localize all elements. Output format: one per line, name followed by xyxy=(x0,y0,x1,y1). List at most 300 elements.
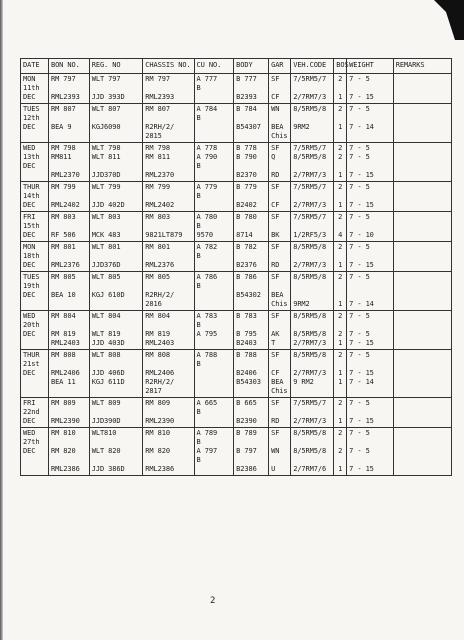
gar-line: BEA xyxy=(271,291,284,299)
bos-cell xyxy=(334,212,347,242)
bos-line xyxy=(336,192,344,201)
remarks-cell xyxy=(393,74,451,104)
reg-no-cell xyxy=(89,182,143,212)
body-line xyxy=(236,252,266,261)
bos-line: 2 xyxy=(338,447,343,455)
cu-no-cell xyxy=(194,428,234,476)
bos-line: 2 xyxy=(338,75,343,83)
date-line: DEC xyxy=(23,417,36,425)
chassis-no-cell xyxy=(143,212,194,242)
bon-no-line: RM 797 xyxy=(50,75,76,83)
gar-line: T xyxy=(271,339,276,347)
gar-cell xyxy=(269,143,291,182)
remarks-cell xyxy=(393,143,451,182)
gar-line xyxy=(271,252,288,261)
veh-code-line xyxy=(293,192,331,201)
bon-no-cell xyxy=(48,428,89,476)
chassis-no-line: RML2393 xyxy=(145,93,175,101)
chassis-no-line: RML2403 xyxy=(145,339,175,347)
body-line: B 665 xyxy=(236,399,257,407)
gar-line: SF xyxy=(271,429,280,437)
bos-cell xyxy=(334,104,347,143)
weight-line: 7 - 15 xyxy=(349,201,374,209)
reg-no-line: KGJ 610D xyxy=(91,291,125,299)
chassis-no-cell xyxy=(143,272,194,311)
gar-line: CF xyxy=(271,201,280,209)
veh-code-line xyxy=(293,114,331,123)
reg-no-line: JJD370D xyxy=(91,171,121,179)
reg-no-line: JJD 402D xyxy=(91,201,125,209)
gar-cell xyxy=(269,242,291,272)
cu-no-line xyxy=(197,123,232,132)
reg-no-line: WLT 805 xyxy=(91,273,121,281)
header-row xyxy=(21,59,452,74)
weight-line: 7 - 5 xyxy=(349,144,370,152)
weight-cell xyxy=(347,242,394,272)
cu-no-cell xyxy=(194,74,234,104)
weight-line: 7 - 5 xyxy=(349,243,370,251)
body-line xyxy=(236,162,266,171)
chassis-no-line: RM 808 xyxy=(145,351,170,359)
reg-no-line xyxy=(92,84,141,93)
cu-no-line xyxy=(197,369,232,378)
cu-no-cell xyxy=(194,182,234,212)
veh-code-line: 8/5RM5/8 xyxy=(293,312,327,320)
veh-code-line xyxy=(293,162,331,171)
veh-code-line: 2/7RM7/3 xyxy=(293,201,327,209)
date-line: 13th xyxy=(23,153,40,161)
weight-line: 7 - 10 xyxy=(349,231,374,239)
body-line: B 778 xyxy=(236,144,257,152)
gar-line: RD xyxy=(271,417,280,425)
chassis-no-line xyxy=(145,222,191,231)
body-line: B54303 xyxy=(236,378,261,386)
reg-no-line xyxy=(92,438,141,447)
chassis-no-cell xyxy=(143,182,194,212)
veh-code-cell xyxy=(291,311,334,350)
header-veh-code: VEH.CODE xyxy=(291,59,334,74)
cu-no-line: 9570 xyxy=(196,231,214,239)
chassis-no-cell xyxy=(143,398,194,428)
cu-no-cell xyxy=(194,272,234,311)
gar-line: SF xyxy=(271,144,280,152)
body-line: B54307 xyxy=(236,123,261,131)
gar-cell xyxy=(269,428,291,476)
bos-cell xyxy=(334,242,347,272)
body-line xyxy=(236,192,266,201)
reg-no-line: KGJ6090 xyxy=(91,123,121,131)
reg-no-line: WLT 808 xyxy=(91,351,121,359)
bos-line: 2 xyxy=(338,213,343,221)
weight-line: 7 - 15 xyxy=(349,93,374,101)
reg-no-cell xyxy=(89,350,143,398)
weight-line xyxy=(349,114,391,123)
reg-no-line: WLT 804 xyxy=(91,312,121,320)
cu-no-line: A 788 xyxy=(196,351,218,359)
cu-no-cell xyxy=(194,242,234,272)
chassis-no-cell xyxy=(143,104,194,143)
remarks-cell xyxy=(393,212,451,242)
bos-line xyxy=(336,162,344,171)
date-line: 20th xyxy=(23,321,40,329)
bon-no-line xyxy=(51,438,87,447)
body-line xyxy=(236,282,266,291)
chassis-no-line: RML2402 xyxy=(145,201,175,209)
cu-no-line xyxy=(197,93,232,102)
reg-no-line: WLT810 xyxy=(91,429,117,437)
reg-no-line: JJD 386D xyxy=(91,465,125,473)
reg-no-line xyxy=(92,192,141,201)
bos-cell xyxy=(334,143,347,182)
weight-line: 7 - 5 xyxy=(349,399,370,407)
gar-line: BK xyxy=(271,231,280,239)
bos-line: 1 xyxy=(338,201,343,209)
body-line: B 782 xyxy=(236,243,257,251)
bon-no-line xyxy=(51,456,87,465)
bon-no-line xyxy=(51,252,87,261)
weight-line xyxy=(349,438,391,447)
veh-code-line: 7/5RM5/7 xyxy=(293,144,327,152)
gar-cell xyxy=(269,311,291,350)
reg-no-line: WLT 807 xyxy=(91,105,121,113)
reg-no-line: WLT 798 xyxy=(91,144,121,152)
reg-no-line xyxy=(92,252,141,261)
body-line: B2406 xyxy=(236,369,257,377)
bos-line: 2 xyxy=(338,183,343,191)
chassis-no-line xyxy=(145,456,191,465)
veh-code-line xyxy=(293,456,331,465)
body-line: B2402 xyxy=(236,201,257,209)
gar-line: BEA xyxy=(271,123,284,131)
remarks-cell xyxy=(393,182,451,212)
veh-code-cell xyxy=(291,428,334,476)
table-body xyxy=(21,74,452,476)
veh-code-cell xyxy=(291,350,334,398)
chassis-no-line xyxy=(145,282,191,291)
bos-line: 1 xyxy=(338,378,343,386)
gar-line: SF xyxy=(271,243,280,251)
chassis-no-line xyxy=(145,84,191,93)
bos-line: 2 xyxy=(338,243,343,251)
date-line: DEC xyxy=(23,330,36,338)
bos-line: 2 xyxy=(338,351,343,359)
body-line: B 783 xyxy=(236,312,257,320)
bon-no-line: RML2370 xyxy=(50,171,80,179)
gar-line: SF xyxy=(271,351,280,359)
veh-code-line: 8/5RM5/8 xyxy=(293,429,327,437)
veh-code-cell xyxy=(291,242,334,272)
cu-no-line xyxy=(197,291,232,300)
cu-no-line: B xyxy=(196,84,201,92)
veh-code-line xyxy=(293,222,331,231)
gar-line: SF xyxy=(271,312,280,320)
veh-code-line xyxy=(293,291,331,300)
table-row xyxy=(21,182,452,212)
gar-line xyxy=(271,114,288,123)
chassis-no-line: RM 805 xyxy=(145,273,170,281)
body-line xyxy=(236,222,266,231)
body-cell xyxy=(234,242,269,272)
date-line: FRI xyxy=(23,399,36,407)
date-cell xyxy=(21,212,49,242)
date-line: WED xyxy=(23,429,36,437)
gar-line xyxy=(271,360,288,369)
header-gar: GAR xyxy=(269,59,291,74)
body-cell xyxy=(234,272,269,311)
date-line: 12th xyxy=(23,114,40,122)
veh-code-line: 7/5RM5/7 xyxy=(293,213,327,221)
vehicle-allocation-table xyxy=(20,58,452,476)
bon-no-cell xyxy=(48,182,89,212)
veh-code-line: 9 RM2 xyxy=(293,378,314,386)
chassis-no-line: RM 801 xyxy=(145,243,170,251)
bos-line: 1 xyxy=(338,300,343,308)
bos-line: 1 xyxy=(338,123,343,131)
body-cell xyxy=(234,182,269,212)
header-reg-no: REG. NO xyxy=(89,59,143,74)
bon-no-line: RF 506 xyxy=(50,231,76,239)
cu-no-line: A 665 xyxy=(196,399,218,407)
bon-no-line xyxy=(51,222,87,231)
bon-no-cell xyxy=(48,104,89,143)
date-line: WED xyxy=(23,312,36,320)
date-line: MON xyxy=(23,75,36,83)
bon-no-cell xyxy=(48,74,89,104)
chassis-no-cell xyxy=(143,428,194,476)
chassis-no-line xyxy=(145,360,191,369)
chassis-no-line: RM 797 xyxy=(145,75,170,83)
reg-no-line xyxy=(92,321,141,330)
veh-code-line: 2/7RM7/3 xyxy=(293,417,327,425)
bon-no-line: BEA 9 xyxy=(50,123,72,131)
weight-cell xyxy=(347,212,394,242)
bos-line: 1 xyxy=(338,465,343,473)
bon-no-line: RML2376 xyxy=(50,261,80,269)
gar-line xyxy=(271,162,288,171)
body-line: B 789 xyxy=(236,429,257,437)
reg-no-line: WLT 797 xyxy=(91,75,121,83)
chassis-no-cell xyxy=(143,143,194,182)
veh-code-line: 7/5RM5/7 xyxy=(293,183,327,191)
date-cell xyxy=(21,272,49,311)
date-cell xyxy=(21,311,49,350)
veh-code-line: 2/7RM7/3 xyxy=(293,339,327,347)
reg-no-line: JJD390D xyxy=(91,417,121,425)
cu-no-line: A 790 xyxy=(196,153,218,161)
table-row xyxy=(21,350,452,398)
date-cell xyxy=(21,143,49,182)
veh-code-cell xyxy=(291,398,334,428)
bos-line: 2 xyxy=(338,330,343,338)
reg-no-cell xyxy=(89,212,143,242)
veh-code-line xyxy=(293,438,331,447)
bos-line xyxy=(336,114,344,123)
date-line: DEC xyxy=(23,261,36,269)
veh-code-line: 8/5RM5/8 xyxy=(293,351,327,359)
bos-cell xyxy=(334,350,347,398)
veh-code-line: 8/5RM5/8 xyxy=(293,447,327,455)
veh-code-line: 8/5RM5/8 xyxy=(293,105,327,113)
remarks-cell xyxy=(393,272,451,311)
bon-no-line: RM 801 xyxy=(50,243,76,251)
date-line: DEC xyxy=(23,231,36,239)
cu-no-line: B xyxy=(196,321,201,329)
bos-line: 1 xyxy=(338,171,343,179)
weight-line: 7 - 15 xyxy=(349,417,374,425)
table-row xyxy=(21,398,452,428)
cu-no-line: B xyxy=(196,114,201,122)
allocation-sheet xyxy=(20,58,452,476)
bos-line xyxy=(336,84,344,93)
veh-code-cell xyxy=(291,143,334,182)
gar-line xyxy=(271,321,288,330)
gar-line: Chis xyxy=(271,300,288,308)
chassis-no-line xyxy=(145,192,191,201)
bon-no-cell xyxy=(48,350,89,398)
header-chassis-no: CHASSIS NO. xyxy=(143,59,194,74)
reg-no-cell xyxy=(89,104,143,143)
bon-no-line: RM 803 xyxy=(50,213,76,221)
remarks-cell xyxy=(393,311,451,350)
date-line: THUR xyxy=(23,351,40,359)
reg-no-line xyxy=(92,360,141,369)
date-line: WED xyxy=(23,144,36,152)
cu-no-line: A 783 xyxy=(196,312,218,320)
chassis-no-line: RM 820 xyxy=(145,447,170,455)
table-row xyxy=(21,242,452,272)
bon-no-line: RM 819 xyxy=(50,330,76,338)
reg-no-line xyxy=(92,162,141,171)
reg-no-line xyxy=(92,222,141,231)
cu-no-line: B xyxy=(196,456,201,464)
cu-no-cell xyxy=(194,398,234,428)
body-line xyxy=(236,456,266,465)
bos-line xyxy=(336,438,344,447)
body-line: B 780 xyxy=(236,213,257,221)
chassis-no-line: R2RH/2/ xyxy=(145,378,175,386)
body-line: B 779 xyxy=(236,183,257,191)
weight-line: 7 - 5 xyxy=(349,330,370,338)
header-weight: WEIGHT xyxy=(347,59,394,74)
chassis-no-cell xyxy=(143,74,194,104)
bos-line: 2 xyxy=(338,105,343,113)
bon-no-line xyxy=(51,360,87,369)
weight-line: 7 - 5 xyxy=(349,75,370,83)
cu-no-line: B xyxy=(196,162,201,170)
gar-line: WN xyxy=(271,447,280,455)
body-line: B 797 xyxy=(236,447,257,455)
bos-line: 1 xyxy=(338,417,343,425)
veh-code-line xyxy=(293,282,331,291)
bos-line: 1 xyxy=(338,339,343,347)
veh-code-line xyxy=(293,252,331,261)
date-line: 15th xyxy=(23,222,40,230)
bos-cell xyxy=(334,182,347,212)
cu-no-line: B xyxy=(196,282,201,290)
gar-line: Q xyxy=(271,153,276,161)
weight-cell xyxy=(347,272,394,311)
chassis-no-line xyxy=(145,321,191,330)
cu-no-line: A 778 xyxy=(196,144,218,152)
body-cell xyxy=(234,143,269,182)
date-line: 14th xyxy=(23,192,40,200)
bos-cell xyxy=(334,272,347,311)
body-line: B 777 xyxy=(236,75,257,83)
weight-line: 7 - 5 xyxy=(349,153,370,161)
cu-no-line xyxy=(197,261,232,270)
weight-line: 7 - 5 xyxy=(349,447,370,455)
bon-no-line xyxy=(51,192,87,201)
weight-line: 7 - 15 xyxy=(349,369,374,377)
veh-code-line: 2/7RM7/3 xyxy=(293,93,327,101)
reg-no-cell xyxy=(89,143,143,182)
weight-line xyxy=(349,456,391,465)
date-line: DEC xyxy=(23,162,36,170)
date-line: 11th xyxy=(23,84,40,92)
chassis-no-line: RM 811 xyxy=(145,153,170,161)
gar-line: SF xyxy=(271,273,280,281)
reg-no-line xyxy=(92,114,141,123)
weight-line: 7 - 15 xyxy=(349,339,374,347)
gar-cell xyxy=(269,104,291,143)
reg-no-line xyxy=(92,456,141,465)
veh-code-line xyxy=(293,408,331,417)
veh-code-line: 9RM2 xyxy=(293,123,310,131)
date-cell xyxy=(21,350,49,398)
chassis-no-line: RM 807 xyxy=(145,105,170,113)
bon-no-line: RML2393 xyxy=(50,93,80,101)
bon-no-line: RM811 xyxy=(50,153,72,161)
weight-line: 7 - 5 xyxy=(349,105,370,113)
body-line: B 784 xyxy=(236,105,257,113)
chassis-no-line: 2815 xyxy=(145,132,162,140)
remarks-cell xyxy=(393,398,451,428)
bos-line xyxy=(336,282,344,291)
body-line xyxy=(236,408,266,417)
cu-no-line: A 782 xyxy=(196,243,218,251)
reg-no-line: JJD 406D xyxy=(91,369,125,377)
body-line: B54302 xyxy=(236,291,261,299)
date-line: TUES xyxy=(23,273,40,281)
bon-no-line xyxy=(51,162,87,171)
bos-line xyxy=(336,360,344,369)
weight-cell xyxy=(347,398,394,428)
bos-cell xyxy=(334,74,347,104)
remarks-cell xyxy=(393,104,451,143)
remarks-cell xyxy=(393,428,451,476)
weight-line xyxy=(349,321,391,330)
chassis-no-line: R2RH/2/ xyxy=(145,123,175,131)
bon-no-line: RM 798 xyxy=(50,144,76,152)
weight-cell xyxy=(347,182,394,212)
weight-line xyxy=(349,162,391,171)
cu-no-cell xyxy=(194,143,234,182)
weight-line xyxy=(349,360,391,369)
date-cell xyxy=(21,104,49,143)
chassis-no-line: RML2386 xyxy=(145,465,175,473)
weight-line: 7 - 5 xyxy=(349,429,370,437)
bon-no-line: RM 808 xyxy=(50,351,76,359)
cu-no-line xyxy=(197,201,232,210)
chassis-no-line xyxy=(145,408,191,417)
body-line: B2370 xyxy=(236,171,257,179)
header-date: DATE xyxy=(21,59,49,74)
veh-code-cell xyxy=(291,212,334,242)
cu-no-line: B xyxy=(196,222,201,230)
gar-line: Chis xyxy=(271,132,288,140)
chassis-no-line xyxy=(145,162,191,171)
body-cell xyxy=(234,74,269,104)
